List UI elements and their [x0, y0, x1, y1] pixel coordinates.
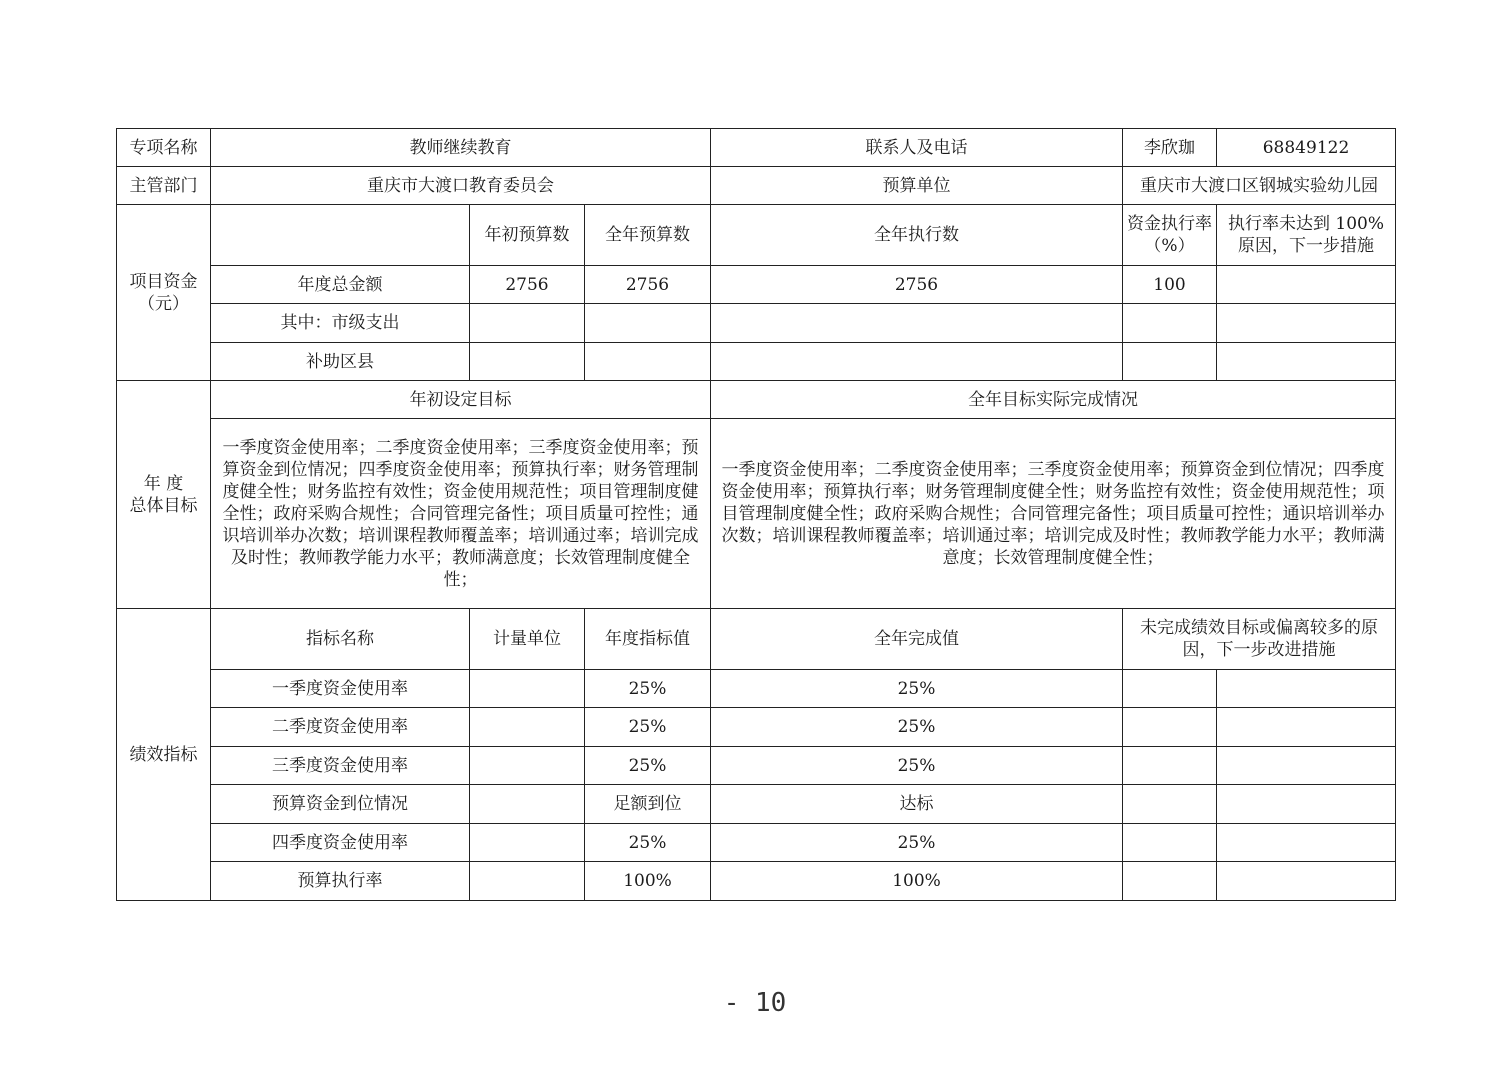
col-full-exec: 全年执行数 — [711, 205, 1123, 266]
funds-row-reason — [1217, 266, 1396, 304]
funds-row-rate: 100 — [1123, 266, 1217, 304]
col-indicator-name: 指标名称 — [211, 609, 470, 670]
table-row — [117, 304, 1396, 343]
indicator-reason-a — [1123, 862, 1217, 901]
dept-label: 主管部门 — [117, 167, 211, 205]
indicator-reason-b — [1217, 708, 1396, 747]
indicator-actual: 25% — [711, 824, 1123, 862]
indicator-target: 足额到位 — [585, 785, 711, 824]
contact-phone: 68849122 — [1217, 129, 1396, 167]
indicator-reason-b — [1217, 747, 1396, 785]
col-full-budget: 全年预算数 — [585, 205, 711, 266]
funds-row-full — [585, 343, 711, 381]
goals-content-row — [117, 419, 1396, 609]
project-name-value: 教师继续教育 — [211, 129, 711, 167]
indicator-unit — [470, 708, 585, 747]
goals-section-label-line2: 总体目标 — [129, 495, 198, 516]
indicator-actual: 25% — [711, 708, 1123, 747]
goals-section-label — [117, 381, 211, 609]
table-row — [117, 670, 1396, 708]
col-exec-rate: 资金执行率（%） — [1123, 205, 1217, 266]
indicator-reason-b — [1217, 824, 1396, 862]
funds-row-initial — [470, 304, 585, 343]
row-department — [117, 167, 1396, 205]
contact-label: 联系人及电话 — [711, 129, 1123, 167]
table-row — [117, 343, 1396, 381]
table-row — [117, 824, 1396, 862]
indicator-unit — [470, 747, 585, 785]
col-indicator-actual: 全年完成值 — [711, 609, 1123, 670]
goals-section-label-line1: 年 度 — [143, 473, 184, 494]
funds-row-reason — [1217, 304, 1396, 343]
indicator-actual: 100% — [711, 862, 1123, 901]
table-row — [117, 785, 1396, 824]
indicator-unit — [470, 862, 585, 901]
goals-actual-text: 一季度资金使用率；二季度资金使用率；三季度资金使用率；预算资金到位情况；四季度资金使用率；预算执行率；财务管理制度健全性；财务监控有效性；资金使用规范性；项目管理制度健全性；政府采购合规性；合同管理完备性；项目质量可控性；通识培训举办次数；培训课程教师覆盖率；培训通过率；培训完成及时性；教师教学能力水平；教师满意度；长效管理制度健全性； — [711, 419, 1396, 609]
col-indicator-reason: 未完成绩效目标或偏离较多的原因，下一步改进措施 — [1123, 609, 1396, 670]
indicator-name: 一季度资金使用率 — [211, 670, 470, 708]
indicator-unit — [470, 824, 585, 862]
indicator-actual: 25% — [711, 670, 1123, 708]
funds-row-rate — [1123, 304, 1217, 343]
indicator-reason-a — [1123, 785, 1217, 824]
indicator-reason-a — [1123, 824, 1217, 862]
project-name-label: 专项名称 — [117, 129, 211, 167]
funds-blank-header — [211, 205, 470, 266]
funds-row-initial — [470, 343, 585, 381]
funds-row-reason — [1217, 343, 1396, 381]
indicator-actual: 达标 — [711, 785, 1123, 824]
funds-row-name: 补助区县 — [211, 343, 470, 381]
table-row — [117, 862, 1396, 901]
table-row — [117, 266, 1396, 304]
dept-value: 重庆市大渡口教育委员会 — [211, 167, 711, 205]
funds-row-name: 年度总金额 — [211, 266, 470, 304]
funds-row-full: 2756 — [585, 266, 711, 304]
indicator-reason-a — [1123, 670, 1217, 708]
col-initial-budget: 年初预算数 — [470, 205, 585, 266]
indicator-target: 25% — [585, 670, 711, 708]
indicators-header-row — [117, 609, 1396, 670]
funds-row-name: 其中：市级支出 — [211, 304, 470, 343]
performance-table — [116, 128, 1396, 901]
col-indicator-unit: 计量单位 — [470, 609, 585, 670]
indicator-reason-a — [1123, 708, 1217, 747]
col-indicator-target: 年度指标值 — [585, 609, 711, 670]
indicator-name: 三季度资金使用率 — [211, 747, 470, 785]
funds-row-exec — [711, 343, 1123, 381]
indicator-name: 预算执行率 — [211, 862, 470, 901]
budget-unit-value: 重庆市大渡口区钢城实验幼儿园 — [1123, 167, 1396, 205]
funds-header-row — [117, 205, 1396, 266]
funds-row-rate — [1123, 343, 1217, 381]
indicator-reason-b — [1217, 670, 1396, 708]
funds-row-exec: 2756 — [711, 266, 1123, 304]
col-exec-reason: 执行率未达到 100%原因，下一步措施 — [1217, 205, 1396, 266]
table-row — [117, 708, 1396, 747]
indicator-actual: 25% — [711, 747, 1123, 785]
goals-set-text: 一季度资金使用率；二季度资金使用率；三季度资金使用率；预算资金到位情况；四季度资金使用率；预算执行率；财务管理制度健全性；财务监控有效性；资金使用规范性；项目管理制度健全性；政府采购合规性；合同管理完备性；项目质量可控性；通识培训举办次数；培训课程教师覆盖率；培训通过率；培训完成及时性；教师教学能力水平；教师满意度；长效管理制度健全性； — [211, 419, 711, 609]
indicator-name: 四季度资金使用率 — [211, 824, 470, 862]
indicator-target: 25% — [585, 824, 711, 862]
goals-set-header: 年初设定目标 — [211, 381, 711, 419]
indicator-target: 25% — [585, 708, 711, 747]
indicator-unit — [470, 670, 585, 708]
funds-row-initial: 2756 — [470, 266, 585, 304]
funds-section-label: 项目资金（元） — [117, 205, 211, 381]
funds-row-exec — [711, 304, 1123, 343]
indicator-reason-b — [1217, 862, 1396, 901]
budget-unit-label: 预算单位 — [711, 167, 1123, 205]
indicator-unit — [470, 785, 585, 824]
page-number: - 10 — [723, 988, 787, 1018]
indicator-target: 100% — [585, 862, 711, 901]
goals-actual-header: 全年目标实际完成情况 — [711, 381, 1396, 419]
table-row — [117, 747, 1396, 785]
goals-header-row — [117, 381, 1396, 419]
indicator-target: 25% — [585, 747, 711, 785]
indicator-reason-a — [1123, 747, 1217, 785]
indicators-section-label: 绩效指标 — [117, 609, 211, 901]
indicator-name: 预算资金到位情况 — [211, 785, 470, 824]
indicator-name: 二季度资金使用率 — [211, 708, 470, 747]
funds-row-full — [585, 304, 711, 343]
indicator-reason-b — [1217, 785, 1396, 824]
row-project-name — [117, 129, 1396, 167]
contact-name: 李欣珈 — [1123, 129, 1217, 167]
